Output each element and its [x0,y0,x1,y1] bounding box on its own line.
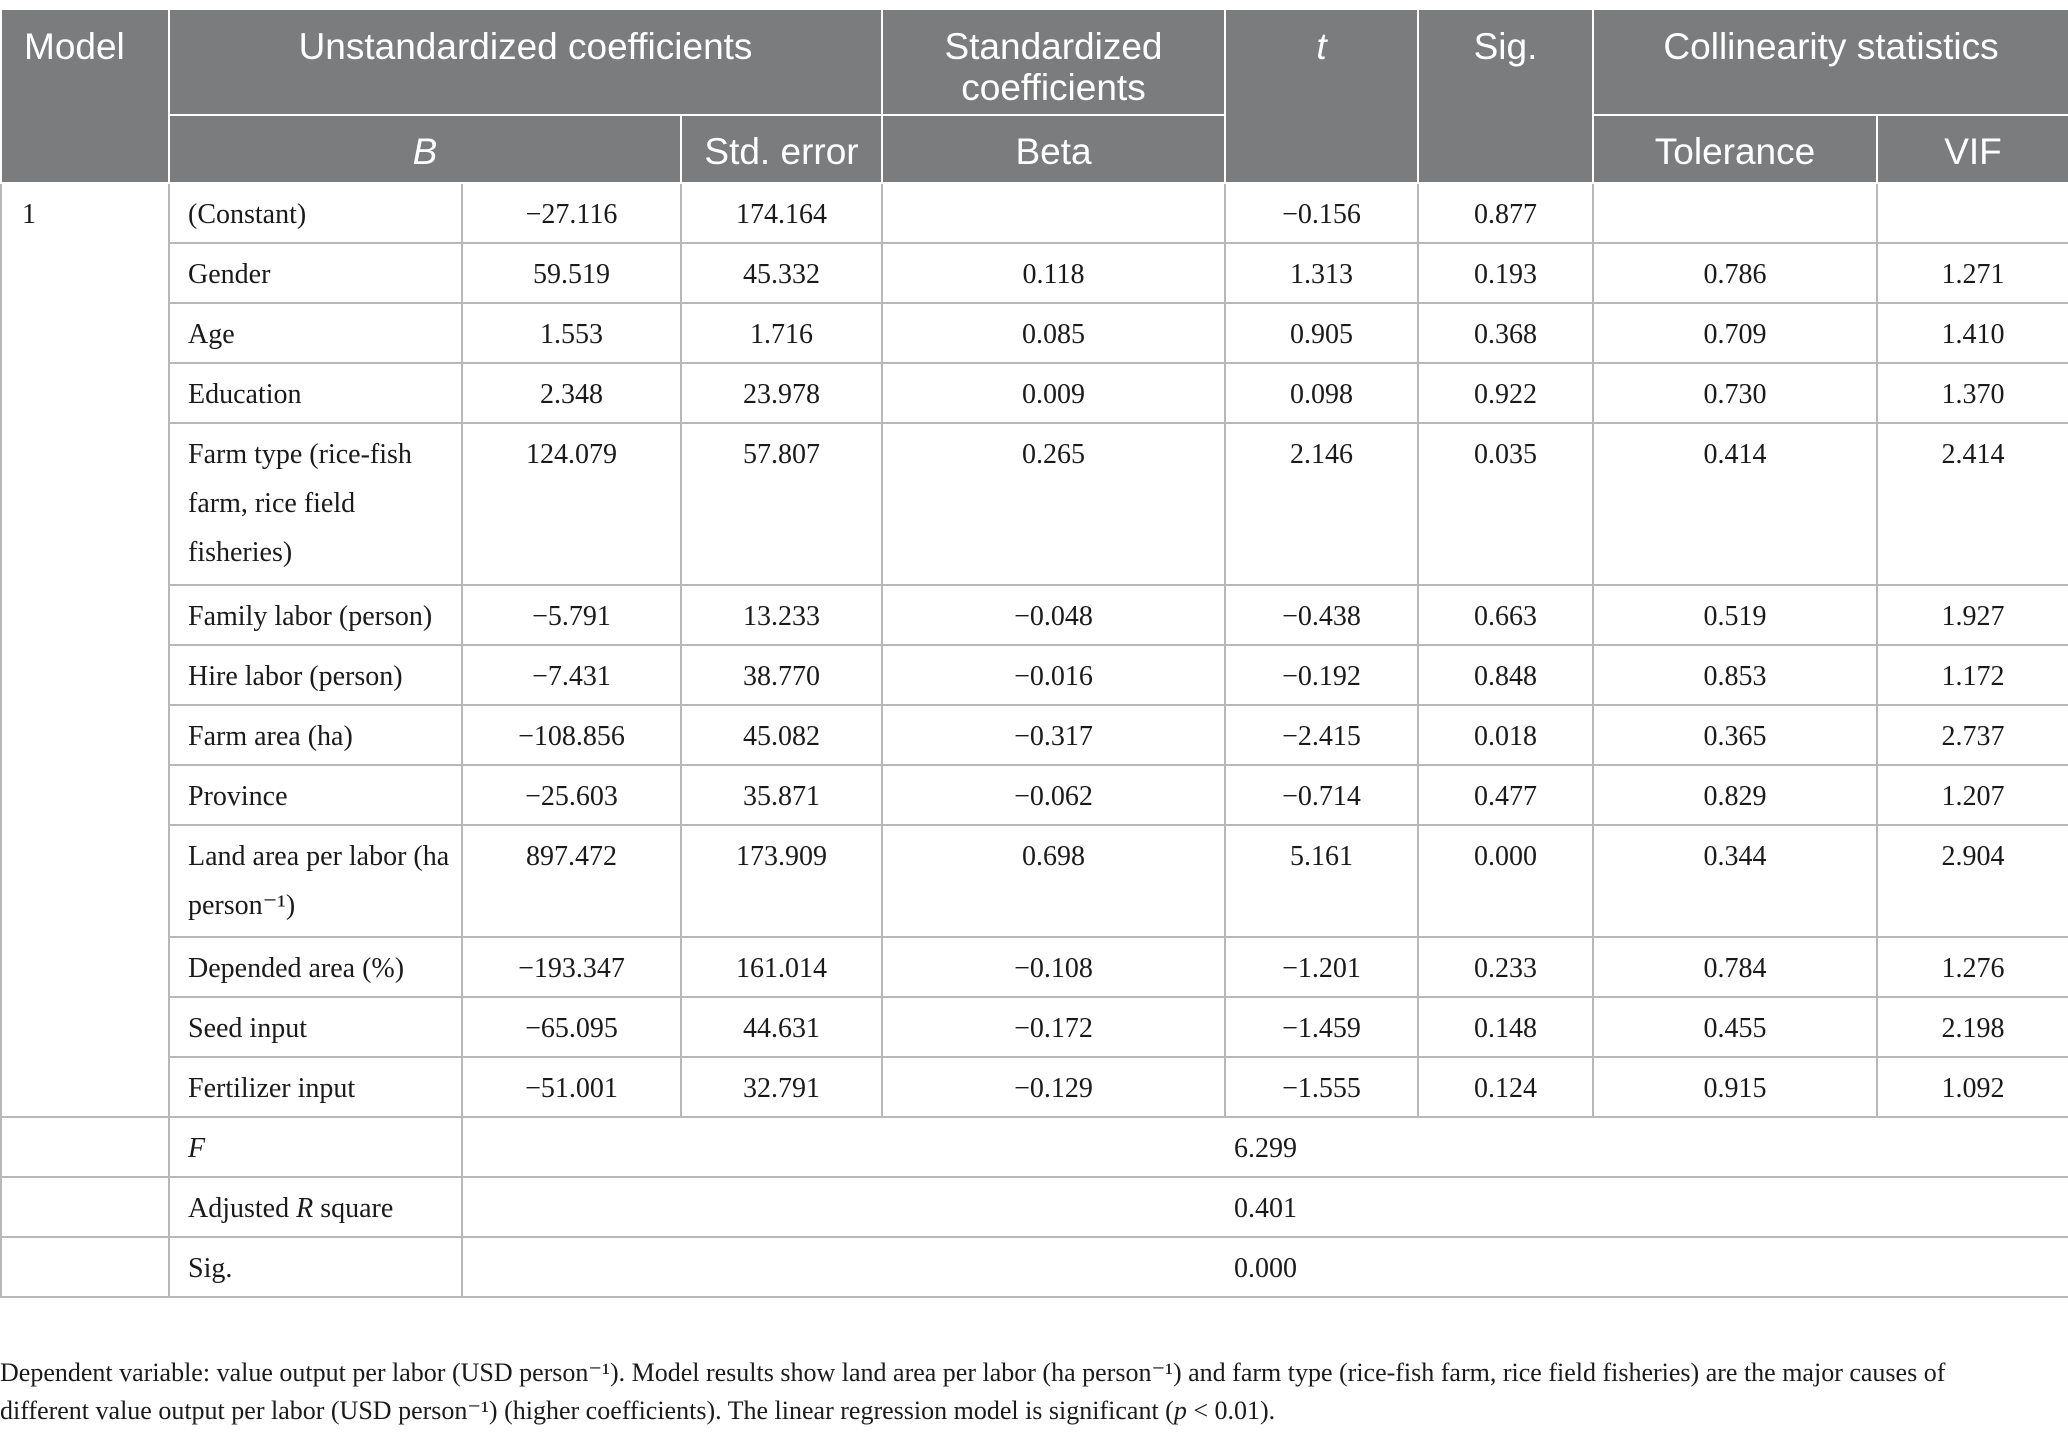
cell-std-error: 57.807 [681,423,882,585]
footnote-p: p [1173,1396,1187,1425]
cell-vif: 2.904 [1877,825,2068,937]
cell-variable: (Constant) [169,183,462,243]
cell-vif [1877,183,2068,243]
cell-t: 1.313 [1225,243,1418,303]
table-row [1,363,2068,423]
cell-vif: 2.414 [1877,423,2068,585]
cell-tolerance [1593,183,1877,243]
table-row [1,303,2068,363]
cell-t: 5.161 [1225,825,1418,937]
cell-sig: 0.922 [1418,363,1593,423]
r2-label-r: R [296,1193,314,1224]
cell-beta: 0.085 [882,303,1225,363]
header-beta: Beta [882,115,1225,183]
summary-body [1,1117,2068,1297]
cell-sig: 0.477 [1418,765,1593,825]
cell-std-error: 44.631 [681,997,882,1057]
summary-label-f: F [169,1117,462,1177]
cell-b: 897.472 [462,825,681,937]
cell-std-error: 1.716 [681,303,882,363]
cell-sig: 0.877 [1418,183,1593,243]
cell-beta: −0.016 [882,645,1225,705]
cell-b: −7.431 [462,645,681,705]
cell-b: −108.856 [462,705,681,765]
cell-std-error: 32.791 [681,1057,882,1117]
r2-label-post: square [313,1193,394,1224]
cell-t: −0.192 [1225,645,1418,705]
cell-b: −27.116 [462,183,681,243]
cell-vif: 2.198 [1877,997,2068,1057]
cell-vif: 1.927 [1877,585,2068,645]
summary-value-f: 6.299 [462,1117,2068,1177]
cell-sig: 0.035 [1418,423,1593,585]
cell-sig: 0.018 [1418,705,1593,765]
cell-variable: Land area per labor (ha person⁻¹) [169,825,462,937]
table-row [1,825,2068,937]
regression-table [0,8,2068,1298]
cell-vif: 1.276 [1877,937,2068,997]
cell-beta: 0.698 [882,825,1225,937]
cell-tolerance: 0.414 [1593,423,1877,585]
footnote-text-1: Dependent variable: value output per labor (USD person⁻¹). Model results show land area per labor (ha person⁻¹) and farm type (rice-fish farm, rice field fisheries) are the major causes of different value output per labor (USD person⁻¹) (higher coefficients). The linear regression model is significant ( [0,1358,1946,1425]
header-b: B [169,115,681,183]
cell-beta: 0.265 [882,423,1225,585]
cell-b: −5.791 [462,585,681,645]
summary-blank [1,1177,169,1237]
cell-std-error: 38.770 [681,645,882,705]
cell-variable: Farm area (ha) [169,705,462,765]
cell-variable: Fertilizer input [169,1057,462,1117]
cell-vif: 2.737 [1877,705,2068,765]
table-row [1,997,2068,1057]
cell-b: 59.519 [462,243,681,303]
cell-t: 0.905 [1225,303,1418,363]
footnote-text-2: < 0.01). [1186,1396,1276,1425]
table-row [1,243,2068,303]
cell-std-error: 174.164 [681,183,882,243]
cell-b: −51.001 [462,1057,681,1117]
cell-std-error: 23.978 [681,363,882,423]
cell-t: 2.146 [1225,423,1418,585]
cell-tolerance: 0.709 [1593,303,1877,363]
cell-beta: −0.108 [882,937,1225,997]
summary-value-r2: 0.401 [462,1177,2068,1237]
table-row [1,765,2068,825]
cell-t: −1.459 [1225,997,1418,1057]
cell-variable: Family labor (person) [169,585,462,645]
header-standardized: Standardized coefficients [882,9,1225,115]
cell-t: −0.156 [1225,183,1418,243]
table-row [1,1057,2068,1117]
cell-variable: Age [169,303,462,363]
summary-blank [1,1237,169,1297]
cell-sig: 0.000 [1418,825,1593,937]
cell-beta: 0.118 [882,243,1225,303]
summary-row-f [1,1117,2068,1177]
cell-std-error: 173.909 [681,825,882,937]
summary-label-r2 [169,1177,462,1237]
cell-b: 1.553 [462,303,681,363]
cell-vif: 1.410 [1877,303,2068,363]
cell-vif: 1.271 [1877,243,2068,303]
header-row-1 [1,9,2068,115]
cell-beta: −0.317 [882,705,1225,765]
header-sig: Sig. [1418,9,1593,183]
cell-t: −0.714 [1225,765,1418,825]
header-model: Model [1,9,169,183]
summary-label-sig: Sig. [169,1237,462,1297]
cell-beta: −0.172 [882,997,1225,1057]
cell-t: −2.415 [1225,705,1418,765]
regression-table-container [0,8,2068,1298]
cell-b: −193.347 [462,937,681,997]
cell-tolerance: 0.519 [1593,585,1877,645]
cell-tolerance: 0.365 [1593,705,1877,765]
cell-sig: 0.663 [1418,585,1593,645]
cell-vif: 1.172 [1877,645,2068,705]
table-row [1,937,2068,997]
cell-variable: Seed input [169,997,462,1057]
cell-std-error: 13.233 [681,585,882,645]
cell-tolerance: 0.786 [1593,243,1877,303]
header-vif: VIF [1877,115,2068,183]
cell-sig: 0.148 [1418,997,1593,1057]
summary-row-sig [1,1237,2068,1297]
cell-t: −1.555 [1225,1057,1418,1117]
table-row [1,645,2068,705]
cell-beta: −0.062 [882,765,1225,825]
cell-beta [882,183,1225,243]
header-t: t [1225,9,1418,183]
cell-vif: 1.370 [1877,363,2068,423]
cell-variable: Gender [169,243,462,303]
summary-value-sig: 0.000 [462,1237,2068,1297]
cell-beta: −0.048 [882,585,1225,645]
cell-tolerance: 0.784 [1593,937,1877,997]
cell-std-error: 45.332 [681,243,882,303]
table-row [1,705,2068,765]
cell-std-error: 35.871 [681,765,882,825]
table-footnote [0,1354,2040,1430]
cell-tolerance: 0.455 [1593,997,1877,1057]
cell-t: 0.098 [1225,363,1418,423]
table-row [1,585,2068,645]
cell-tolerance: 0.915 [1593,1057,1877,1117]
cell-b: −65.095 [462,997,681,1057]
r2-label-pre: Adjusted [188,1193,297,1224]
cell-variable: Farm type (rice-fish farm, rice field fisheries) [169,423,462,585]
cell-beta: −0.129 [882,1057,1225,1117]
cell-b: 124.079 [462,423,681,585]
cell-vif: 1.092 [1877,1057,2068,1117]
cell-b: 2.348 [462,363,681,423]
cell-sig: 0.368 [1418,303,1593,363]
cell-tolerance: 0.730 [1593,363,1877,423]
cell-sig: 0.124 [1418,1057,1593,1117]
cell-tolerance: 0.853 [1593,645,1877,705]
cell-variable: Education [169,363,462,423]
cell-sig: 0.233 [1418,937,1593,997]
header-collinearity: Collinearity statistics [1593,9,2068,115]
cell-vif: 1.207 [1877,765,2068,825]
table-row [1,183,2068,243]
cell-variable: Hire labor (person) [169,645,462,705]
table-body [1,183,2068,1117]
cell-b: −25.603 [462,765,681,825]
cell-variable: Depended area (%) [169,937,462,997]
summary-row-r2 [1,1177,2068,1237]
table-row [1,423,2068,585]
cell-beta: 0.009 [882,363,1225,423]
cell-t: −0.438 [1225,585,1418,645]
header-tolerance: Tolerance [1593,115,1877,183]
header-unstandardized: Unstandardized coefficients [169,9,882,115]
cell-std-error: 161.014 [681,937,882,997]
cell-sig: 0.848 [1418,645,1593,705]
cell-tolerance: 0.344 [1593,825,1877,937]
cell-tolerance: 0.829 [1593,765,1877,825]
cell-std-error: 45.082 [681,705,882,765]
cell-t: −1.201 [1225,937,1418,997]
cell-variable: Province [169,765,462,825]
header-row-2 [1,115,2068,183]
header-std-error: Std. error [681,115,882,183]
cell-sig: 0.193 [1418,243,1593,303]
summary-blank [1,1117,169,1177]
cell-model-number: 1 [1,183,169,1117]
